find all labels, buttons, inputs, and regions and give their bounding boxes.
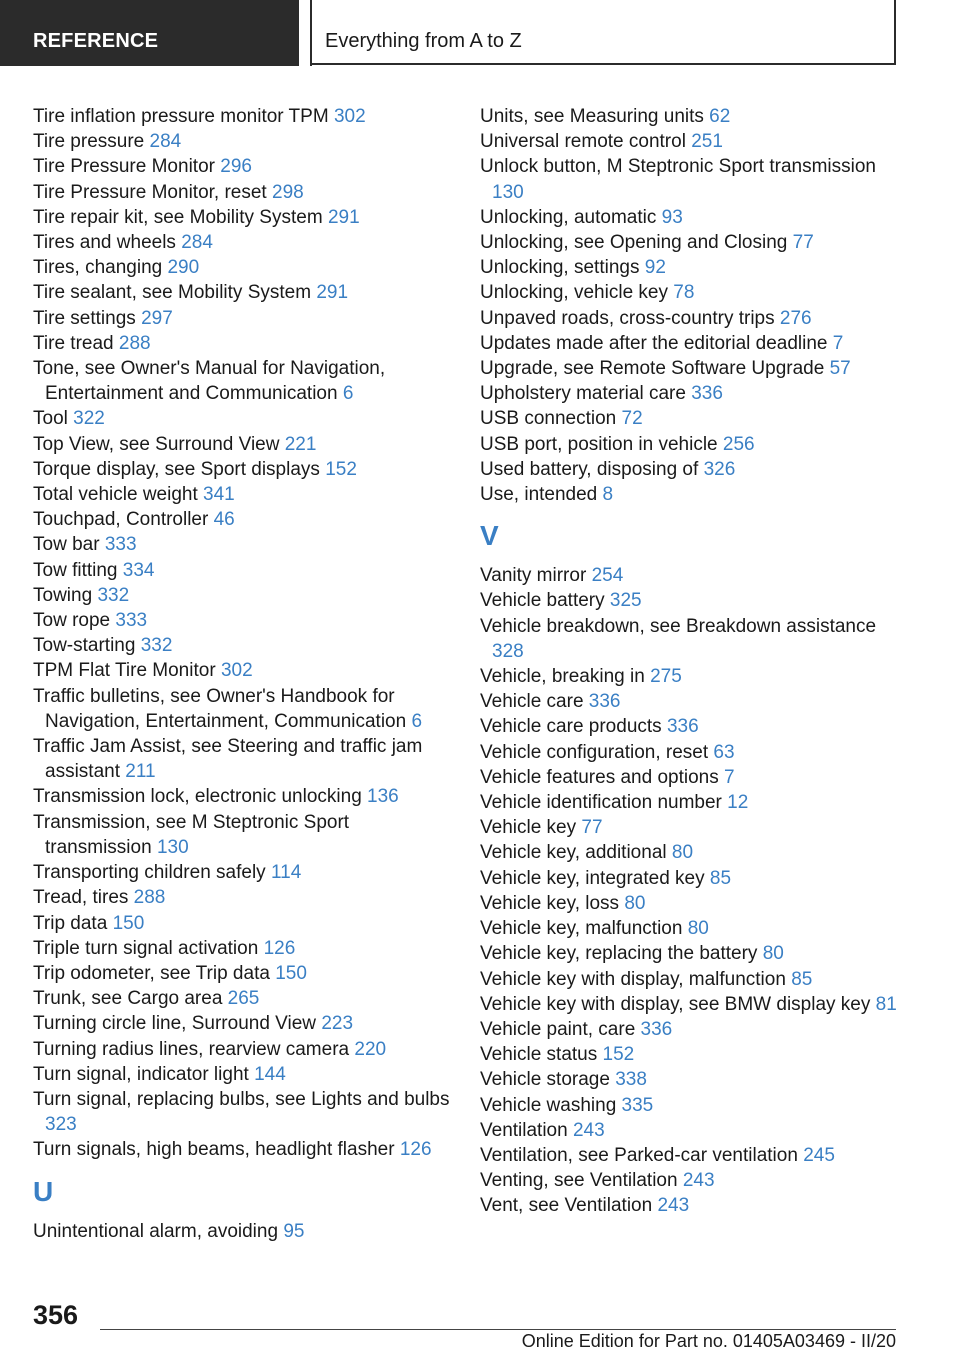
index-page-link[interactable]: 251 bbox=[691, 131, 723, 153]
index-page-link[interactable]: 325 bbox=[609, 590, 642, 612]
index-entry-text: Vehicle status bbox=[480, 1044, 598, 1066]
index-page-link[interactable]: 297 bbox=[141, 307, 173, 329]
index-group-u bbox=[33, 1219, 458, 1244]
index-entry bbox=[480, 1143, 905, 1168]
index-page-link[interactable]: 211 bbox=[125, 761, 156, 783]
index-entry-text: Vehicle features and options bbox=[480, 766, 719, 788]
index-page-link[interactable]: 46 bbox=[213, 509, 235, 531]
index-page-link[interactable]: 223 bbox=[321, 1013, 354, 1035]
page-footer bbox=[0, 1290, 960, 1362]
index-entry-text: Upholstery material care bbox=[480, 383, 686, 405]
index-page-link[interactable]: 80 bbox=[762, 943, 784, 965]
index-page-link[interactable]: 291 bbox=[327, 206, 360, 228]
index-entry-text: Torque display, see Sport displays bbox=[33, 458, 320, 480]
index-page-link[interactable]: 288 bbox=[118, 332, 151, 354]
index-entry-text: Universal remote control bbox=[480, 131, 686, 153]
index-entry-text: Turning radius lines, rearview camera bbox=[33, 1038, 350, 1060]
index-entry-text: Tire settings bbox=[33, 307, 136, 329]
index-page-link[interactable]: 254 bbox=[591, 565, 624, 587]
index-entry-text: Vehicle key with display, see BMW display key bbox=[480, 993, 871, 1015]
edition-text: Online Edition for Part no. 01405A03469 - II/20 bbox=[521, 1331, 896, 1351]
index-entry bbox=[480, 255, 905, 280]
index-page-link[interactable]: 152 bbox=[325, 458, 357, 480]
index-entry bbox=[480, 664, 905, 689]
index-entry bbox=[480, 689, 905, 714]
index-entry bbox=[33, 1137, 458, 1162]
index-entry-text: Vehicle paint, care bbox=[480, 1018, 636, 1040]
index-page-link[interactable]: 332 bbox=[140, 635, 173, 657]
index-entry bbox=[33, 205, 458, 230]
index-entry-text: Unlocking, see Opening and Closing bbox=[480, 232, 788, 254]
index-page-link[interactable]: 93 bbox=[661, 206, 683, 228]
index-page-link[interactable]: 334 bbox=[122, 559, 155, 581]
index-entry-text: Vehicle storage bbox=[480, 1069, 610, 1091]
index-column-right bbox=[480, 104, 905, 1219]
index-entry bbox=[33, 583, 458, 608]
index-entry-text: Vehicle key, integrated key bbox=[480, 867, 705, 889]
index-page-link[interactable]: 336 bbox=[666, 716, 699, 738]
index-entry-text: Unlocking, vehicle key bbox=[480, 282, 668, 304]
index-entry-text: Turn signal, indicator light bbox=[33, 1063, 249, 1085]
index-entry bbox=[480, 1067, 905, 1092]
index-page-link[interactable]: 57 bbox=[829, 358, 851, 380]
page-header bbox=[0, 0, 960, 66]
index-entry-text: USB port, position in vehicle bbox=[480, 433, 718, 455]
index-page-link[interactable]: 220 bbox=[354, 1038, 387, 1060]
index-entry bbox=[33, 608, 458, 633]
index-entry bbox=[480, 614, 905, 664]
index-page-link[interactable]: 256 bbox=[722, 433, 755, 455]
index-entry-text: Touchpad, Controller bbox=[33, 509, 209, 531]
index-entry-text: Trip odometer, see Trip data bbox=[33, 962, 270, 984]
index-group-u-continued bbox=[480, 104, 905, 507]
index-page-link[interactable]: 290 bbox=[167, 257, 200, 279]
index-entry bbox=[480, 406, 905, 431]
index-entry-text: Tone, see Owner's Manual for Navigation, Entertainment and Communication bbox=[33, 358, 386, 405]
index-entry-text: Tire tread bbox=[33, 332, 114, 354]
index-entry-text: Unlocking, settings bbox=[480, 257, 640, 279]
index-page-link[interactable]: 80 bbox=[687, 918, 709, 940]
index-page-link[interactable]: 332 bbox=[97, 584, 130, 606]
index-entry bbox=[33, 885, 458, 910]
index-page-link[interactable]: 77 bbox=[581, 817, 603, 839]
index-entry bbox=[33, 810, 458, 860]
index-entry bbox=[480, 1193, 905, 1218]
index-entry bbox=[33, 936, 458, 961]
index-entry bbox=[480, 356, 905, 381]
index-page-link[interactable]: 296 bbox=[220, 156, 252, 178]
index-entry-text: Venting, see Ventilation bbox=[480, 1170, 678, 1192]
index-entry bbox=[480, 866, 905, 891]
index-entry bbox=[480, 432, 905, 457]
index-entry-text: Tire pressure bbox=[33, 131, 145, 153]
index-page-link[interactable]: 130 bbox=[492, 181, 524, 203]
index-entry bbox=[33, 104, 458, 129]
index-entry-text: Unpaved roads, cross-country trips bbox=[480, 307, 775, 329]
index-entry bbox=[480, 967, 905, 992]
index-entry-text: Vent, see Ventilation bbox=[480, 1195, 653, 1217]
index-entry bbox=[33, 911, 458, 936]
index-entry bbox=[33, 633, 458, 658]
index-entry bbox=[33, 860, 458, 885]
index-entry-text: Vehicle, breaking in bbox=[480, 666, 645, 688]
index-entry-text: Triple turn signal activation bbox=[33, 937, 259, 959]
index-entry-text: Tire Pressure Monitor, reset bbox=[33, 181, 267, 203]
index-entry bbox=[33, 532, 458, 557]
index-entry bbox=[33, 1219, 458, 1244]
index-entry-text: Vehicle configuration, reset bbox=[480, 741, 709, 763]
index-entry bbox=[33, 280, 458, 305]
index-entry bbox=[33, 684, 458, 734]
index-entry bbox=[480, 916, 905, 941]
index-page-link[interactable]: 291 bbox=[316, 282, 349, 304]
index-column-left bbox=[33, 104, 458, 1244]
page-number: 356 bbox=[33, 1300, 79, 1330]
index-entry-text: Vehicle key, malfunction bbox=[480, 918, 683, 940]
index-page-link[interactable]: 328 bbox=[492, 640, 524, 662]
index-page-link[interactable]: 152 bbox=[602, 1044, 635, 1066]
index-page-link[interactable]: 338 bbox=[615, 1069, 647, 1091]
index-entry-text: Tires and wheels bbox=[33, 232, 176, 254]
index-page-link[interactable]: 136 bbox=[367, 786, 399, 808]
index-page-link[interactable]: 6 bbox=[342, 383, 354, 405]
index-entry-text: Ventilation, see Parked-car ventilation bbox=[480, 1144, 798, 1166]
index-entry bbox=[480, 1093, 905, 1118]
index-entry bbox=[480, 563, 905, 588]
index-entry-text: Vehicle washing bbox=[480, 1094, 617, 1116]
index-entry-text: Vehicle care products bbox=[480, 716, 662, 738]
index-entry-text: USB connection bbox=[480, 408, 617, 430]
index-page-link[interactable]: 77 bbox=[792, 232, 814, 254]
index-entry-text: Vehicle key bbox=[480, 817, 577, 839]
footer-rule bbox=[100, 1329, 896, 1330]
index-entry-text: Vehicle care bbox=[480, 691, 584, 713]
header-end-rule bbox=[894, 0, 896, 65]
index-entry-text: Tow-starting bbox=[33, 635, 136, 657]
index-entry-text: Tires, changing bbox=[33, 257, 163, 279]
index-entry-text: Use, intended bbox=[480, 484, 598, 506]
index-page-link[interactable]: 92 bbox=[644, 257, 666, 279]
index-page-link[interactable]: 150 bbox=[275, 962, 307, 984]
index-entry-text: Vanity mirror bbox=[480, 565, 587, 587]
index-page-link[interactable]: 336 bbox=[691, 383, 723, 405]
index-entry bbox=[480, 765, 905, 790]
index-entry bbox=[33, 457, 458, 482]
index-entry bbox=[480, 482, 905, 507]
index-letter-v: V bbox=[480, 520, 499, 552]
index-entry-text: Vehicle key, additional bbox=[480, 842, 667, 864]
index-entry bbox=[33, 482, 458, 507]
index-group-v bbox=[480, 563, 905, 1218]
index-entry-text: Turning circle line, Surround View bbox=[33, 1013, 317, 1035]
index-page-link[interactable]: 243 bbox=[572, 1119, 605, 1141]
index-entry bbox=[480, 280, 905, 305]
index-entry-text: Tire repair kit, see Mobility System bbox=[33, 206, 323, 228]
index-entry bbox=[33, 180, 458, 205]
index-entry bbox=[33, 255, 458, 280]
index-page-link[interactable]: 326 bbox=[703, 458, 736, 480]
index-page-link[interactable]: 126 bbox=[263, 937, 296, 959]
index-entry-text: Tire inflation pressure monitor TPM bbox=[33, 106, 329, 127]
index-entry-text: Traffic bulletins, see Owner's Handbook for Navigation, Entertainment, Communication bbox=[33, 685, 407, 732]
index-page-link[interactable]: 114 bbox=[270, 862, 302, 884]
index-entry-text: Vehicle key with display, malfunction bbox=[480, 968, 786, 990]
index-entry-text: Vehicle battery bbox=[480, 590, 605, 612]
index-entry bbox=[480, 1168, 905, 1193]
index-page-link[interactable]: 322 bbox=[73, 408, 105, 430]
index-page-link[interactable]: 288 bbox=[133, 887, 166, 909]
index-entry bbox=[480, 306, 905, 331]
index-entry bbox=[33, 507, 458, 532]
index-entry-text: Upgrade, see Remote Software Upgrade bbox=[480, 358, 825, 380]
index-entry bbox=[33, 356, 458, 406]
index-page-link[interactable]: 7 bbox=[832, 332, 844, 354]
index-page-link[interactable]: 144 bbox=[254, 1063, 286, 1085]
index-entry bbox=[480, 790, 905, 815]
index-page-link[interactable]: 8 bbox=[602, 484, 614, 506]
index-entry-text: Used battery, disposing of bbox=[480, 458, 699, 480]
index-entry bbox=[480, 1118, 905, 1143]
index-page-link[interactable]: 333 bbox=[104, 534, 137, 556]
index-page-link[interactable]: 78 bbox=[673, 282, 695, 304]
index-entry-text: Transmission lock, electronic unlocking bbox=[33, 786, 362, 808]
index-entry-text: TPM Flat Tire Monitor bbox=[33, 660, 216, 682]
index-entry bbox=[33, 961, 458, 986]
index-entry bbox=[33, 1062, 458, 1087]
index-page-link[interactable]: 243 bbox=[657, 1195, 690, 1217]
index-page-link[interactable]: 95 bbox=[283, 1220, 305, 1242]
index-entry bbox=[33, 432, 458, 457]
index-entry bbox=[480, 941, 905, 966]
index-entry bbox=[480, 740, 905, 765]
index-page-link[interactable]: 302 bbox=[333, 106, 366, 127]
index-entry bbox=[480, 1042, 905, 1067]
index-entry-text: Trunk, see Cargo area bbox=[33, 988, 223, 1010]
index-entry bbox=[33, 1087, 458, 1137]
index-entry-text: Vehicle key, replacing the battery bbox=[480, 943, 758, 965]
index-page-link[interactable]: 126 bbox=[399, 1139, 432, 1161]
index-entry bbox=[480, 154, 905, 204]
index-page-link[interactable]: 72 bbox=[621, 408, 643, 430]
index-page-link[interactable]: 341 bbox=[203, 484, 235, 506]
index-entry bbox=[480, 1017, 905, 1042]
index-entry-text: Tow bar bbox=[33, 534, 100, 556]
index-entry bbox=[33, 306, 458, 331]
index-page-link[interactable]: 80 bbox=[671, 842, 694, 864]
index-entry bbox=[480, 129, 905, 154]
index-entry bbox=[480, 331, 905, 356]
index-entry-text: Trip data bbox=[33, 912, 108, 934]
index-entry-text: Unlocking, automatic bbox=[480, 206, 657, 228]
header-title: Everything from A to Z bbox=[325, 30, 522, 52]
index-entry-text: Vehicle breakdown, see Breakdown assistance bbox=[480, 615, 877, 637]
index-page-link[interactable]: 336 bbox=[640, 1018, 673, 1040]
index-page-link[interactable]: 333 bbox=[115, 610, 148, 632]
index-entry bbox=[480, 891, 905, 916]
index-page-link[interactable]: 336 bbox=[588, 691, 621, 713]
header-divider bbox=[310, 0, 312, 66]
index-entry-text: Vehicle key, loss bbox=[480, 892, 620, 914]
index-entry bbox=[33, 658, 458, 683]
index-entry-text: Vehicle identification number bbox=[480, 792, 722, 814]
index-entry-text: Transmission, see M Steptronic Sport transmission bbox=[33, 811, 350, 858]
index-page-link[interactable]: 85 bbox=[709, 867, 732, 889]
index-page-link[interactable]: 12 bbox=[727, 792, 749, 814]
index-entry-text: Turn signals, high beams, headlight flasher bbox=[33, 1139, 395, 1161]
index-entry-text: Unlock button, M Steptronic Sport transmission bbox=[480, 156, 877, 178]
index-entry bbox=[33, 986, 458, 1011]
index-entry-text: Unintentional alarm, avoiding bbox=[33, 1220, 279, 1242]
index-entry-text: Tire sealant, see Mobility System bbox=[33, 282, 312, 304]
index-entry-text: Traffic Jam Assist, see Steering and traffic jam assistant bbox=[33, 736, 423, 783]
index-page-link[interactable]: 221 bbox=[284, 433, 317, 455]
index-entry-text: Transporting children safely bbox=[33, 862, 266, 884]
index-entry bbox=[33, 406, 458, 431]
index-entry bbox=[33, 129, 458, 154]
index-page-link[interactable]: 6 bbox=[411, 710, 423, 732]
header-underline bbox=[312, 63, 896, 65]
index-entry-text: Tread, tires bbox=[33, 887, 129, 909]
index-entry bbox=[33, 1011, 458, 1036]
index-entry-text: Tire Pressure Monitor bbox=[33, 156, 215, 178]
index-page-link[interactable]: 298 bbox=[272, 181, 304, 203]
index-entry bbox=[480, 840, 905, 865]
index-page-link[interactable]: 245 bbox=[803, 1144, 835, 1166]
index-entry-text: Top View, see Surround View bbox=[33, 433, 280, 455]
index-page-link[interactable]: 85 bbox=[791, 968, 813, 990]
index-entry bbox=[480, 205, 905, 230]
index-entry bbox=[33, 784, 458, 809]
section-tab bbox=[0, 0, 299, 66]
index-page-link[interactable]: 81 bbox=[875, 993, 897, 1015]
index-page-link[interactable]: 284 bbox=[181, 232, 213, 254]
index-entry bbox=[33, 331, 458, 356]
index-page-link[interactable]: 62 bbox=[709, 106, 731, 127]
index-page-link[interactable]: 302 bbox=[220, 660, 253, 682]
index-page-link[interactable]: 323 bbox=[45, 1114, 77, 1136]
index-entry-text: Tool bbox=[33, 408, 68, 430]
index-page-link[interactable]: 7 bbox=[724, 766, 735, 788]
index-entry bbox=[480, 992, 905, 1017]
index-group-t bbox=[33, 104, 458, 1163]
index-page-link[interactable]: 335 bbox=[621, 1094, 654, 1116]
index-page-link[interactable]: 130 bbox=[156, 836, 189, 858]
index-entry-text: Towing bbox=[33, 584, 93, 606]
index-entry-text: Turn signal, replacing bulbs, see Lights and bulbs bbox=[33, 1088, 450, 1110]
index-entry bbox=[480, 230, 905, 255]
index-page-link[interactable]: 63 bbox=[713, 741, 735, 763]
index-page-link[interactable]: 275 bbox=[650, 666, 682, 688]
index-page-link[interactable]: 265 bbox=[227, 988, 260, 1010]
index-entry-text: Total vehicle weight bbox=[33, 484, 198, 506]
index-entry bbox=[480, 457, 905, 482]
index-entry bbox=[480, 714, 905, 739]
index-entry bbox=[480, 381, 905, 406]
index-entry bbox=[480, 588, 905, 613]
index-entry bbox=[480, 104, 905, 129]
index-entry-text: Updates made after the editorial deadline bbox=[480, 332, 828, 354]
index-entry-text: Units, see Measuring units bbox=[480, 106, 704, 127]
index-page-link[interactable]: 150 bbox=[112, 912, 145, 934]
index-page-link[interactable]: 243 bbox=[682, 1170, 715, 1192]
index-entry bbox=[33, 734, 458, 784]
index-page-link[interactable]: 276 bbox=[779, 307, 812, 329]
index-page-link[interactable]: 80 bbox=[624, 892, 646, 914]
index-entry bbox=[33, 1037, 458, 1062]
section-label: REFERENCE bbox=[33, 30, 159, 52]
index-entry-text: Tow rope bbox=[33, 610, 111, 632]
index-entry bbox=[33, 230, 458, 255]
index-letter-u: U bbox=[33, 1175, 54, 1207]
index-entry-text: Tow fitting bbox=[33, 559, 118, 581]
index-entry bbox=[480, 815, 905, 840]
index-entry bbox=[33, 154, 458, 179]
index-entry bbox=[33, 558, 458, 583]
index-page-link[interactable]: 284 bbox=[149, 131, 182, 153]
index-entry-text: Ventilation bbox=[480, 1119, 568, 1141]
